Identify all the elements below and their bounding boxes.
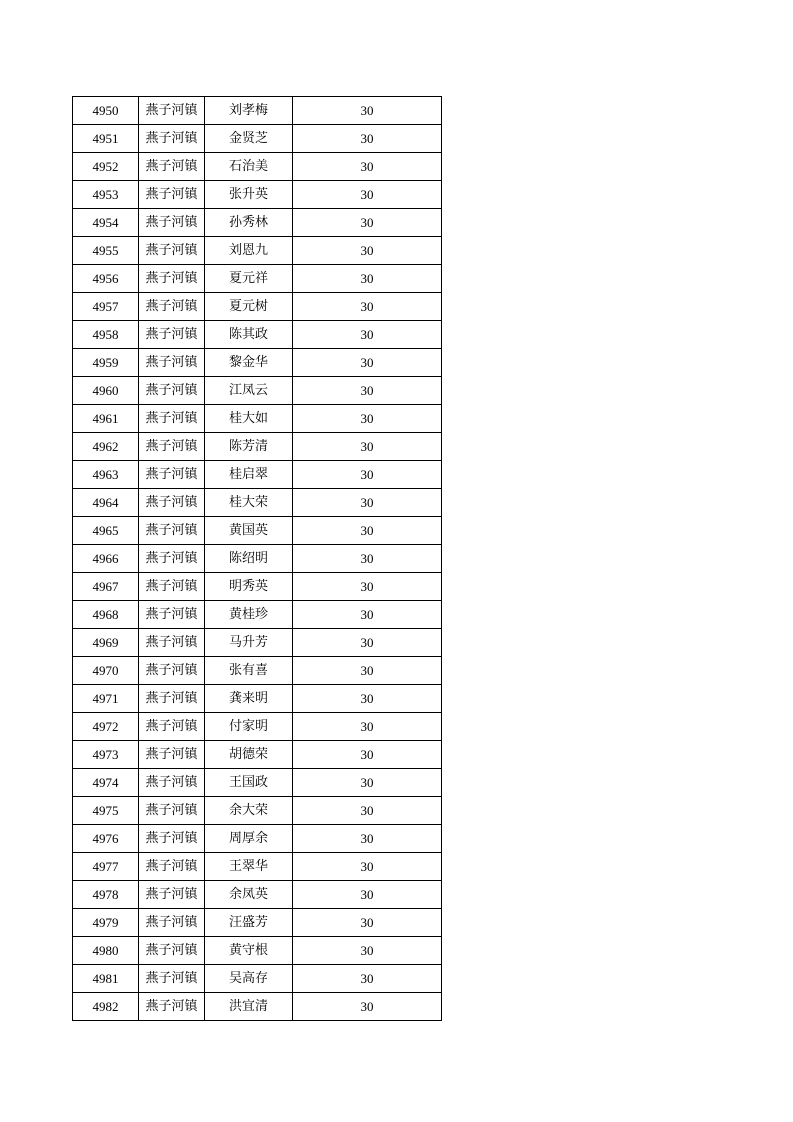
row-number-cell: 4973 bbox=[73, 741, 139, 769]
person-name-cell: 张有喜 bbox=[205, 657, 293, 685]
row-number-cell: 4963 bbox=[73, 461, 139, 489]
town-cell: 燕子河镇 bbox=[139, 489, 205, 517]
table-row bbox=[73, 545, 442, 573]
row-number-cell: 4968 bbox=[73, 601, 139, 629]
person-name-cell: 石治美 bbox=[205, 153, 293, 181]
town-cell: 燕子河镇 bbox=[139, 601, 205, 629]
town-cell: 燕子河镇 bbox=[139, 741, 205, 769]
table-row bbox=[73, 97, 442, 125]
table-row bbox=[73, 713, 442, 741]
person-name-cell: 陈其政 bbox=[205, 321, 293, 349]
person-name-cell: 张升英 bbox=[205, 181, 293, 209]
town-cell: 燕子河镇 bbox=[139, 349, 205, 377]
table-row bbox=[73, 741, 442, 769]
row-number-cell: 4953 bbox=[73, 181, 139, 209]
town-cell: 燕子河镇 bbox=[139, 573, 205, 601]
table-row bbox=[73, 657, 442, 685]
table-row bbox=[73, 125, 442, 153]
roster-table bbox=[72, 96, 442, 1021]
amount-cell: 30 bbox=[293, 489, 442, 517]
amount-cell: 30 bbox=[293, 293, 442, 321]
row-number-cell: 4951 bbox=[73, 125, 139, 153]
table-row bbox=[73, 909, 442, 937]
row-number-cell: 4962 bbox=[73, 433, 139, 461]
amount-cell: 30 bbox=[293, 909, 442, 937]
person-name-cell: 夏元祥 bbox=[205, 265, 293, 293]
row-number-cell: 4965 bbox=[73, 517, 139, 545]
person-name-cell: 陈绍明 bbox=[205, 545, 293, 573]
amount-cell: 30 bbox=[293, 461, 442, 489]
person-name-cell: 黄国英 bbox=[205, 517, 293, 545]
person-name-cell: 汪盛芳 bbox=[205, 909, 293, 937]
row-number-cell: 4972 bbox=[73, 713, 139, 741]
person-name-cell: 余凤英 bbox=[205, 881, 293, 909]
row-number-cell: 4969 bbox=[73, 629, 139, 657]
row-number-cell: 4975 bbox=[73, 797, 139, 825]
table-row bbox=[73, 629, 442, 657]
table-row bbox=[73, 181, 442, 209]
row-number-cell: 4976 bbox=[73, 825, 139, 853]
amount-cell: 30 bbox=[293, 97, 442, 125]
person-name-cell: 余大荣 bbox=[205, 797, 293, 825]
amount-cell: 30 bbox=[293, 405, 442, 433]
person-name-cell: 周厚余 bbox=[205, 825, 293, 853]
table-row bbox=[73, 573, 442, 601]
amount-cell: 30 bbox=[293, 321, 442, 349]
person-name-cell: 夏元树 bbox=[205, 293, 293, 321]
person-name-cell: 金贤芝 bbox=[205, 125, 293, 153]
table-row bbox=[73, 993, 442, 1021]
amount-cell: 30 bbox=[293, 713, 442, 741]
person-name-cell: 黎金华 bbox=[205, 349, 293, 377]
town-cell: 燕子河镇 bbox=[139, 769, 205, 797]
town-cell: 燕子河镇 bbox=[139, 629, 205, 657]
person-name-cell: 桂大如 bbox=[205, 405, 293, 433]
person-name-cell: 吴高存 bbox=[205, 965, 293, 993]
town-cell: 燕子河镇 bbox=[139, 97, 205, 125]
person-name-cell: 黄守根 bbox=[205, 937, 293, 965]
person-name-cell: 江凤云 bbox=[205, 377, 293, 405]
amount-cell: 30 bbox=[293, 237, 442, 265]
table-row bbox=[73, 517, 442, 545]
table-row bbox=[73, 433, 442, 461]
row-number-cell: 4981 bbox=[73, 965, 139, 993]
row-number-cell: 4954 bbox=[73, 209, 139, 237]
table-row bbox=[73, 489, 442, 517]
amount-cell: 30 bbox=[293, 769, 442, 797]
person-name-cell: 黄桂珍 bbox=[205, 601, 293, 629]
table-row bbox=[73, 685, 442, 713]
row-number-cell: 4982 bbox=[73, 993, 139, 1021]
table-row bbox=[73, 965, 442, 993]
amount-cell: 30 bbox=[293, 797, 442, 825]
row-number-cell: 4956 bbox=[73, 265, 139, 293]
amount-cell: 30 bbox=[293, 853, 442, 881]
table-row bbox=[73, 349, 442, 377]
row-number-cell: 4980 bbox=[73, 937, 139, 965]
amount-cell: 30 bbox=[293, 685, 442, 713]
amount-cell: 30 bbox=[293, 741, 442, 769]
row-number-cell: 4952 bbox=[73, 153, 139, 181]
person-name-cell: 马升芳 bbox=[205, 629, 293, 657]
table-row bbox=[73, 937, 442, 965]
person-name-cell: 付家明 bbox=[205, 713, 293, 741]
row-number-cell: 4964 bbox=[73, 489, 139, 517]
table-row bbox=[73, 825, 442, 853]
amount-cell: 30 bbox=[293, 601, 442, 629]
town-cell: 燕子河镇 bbox=[139, 153, 205, 181]
town-cell: 燕子河镇 bbox=[139, 125, 205, 153]
row-number-cell: 4977 bbox=[73, 853, 139, 881]
person-name-cell: 孙秀林 bbox=[205, 209, 293, 237]
roster-table-body bbox=[73, 97, 442, 1021]
town-cell: 燕子河镇 bbox=[139, 685, 205, 713]
person-name-cell: 洪宜清 bbox=[205, 993, 293, 1021]
town-cell: 燕子河镇 bbox=[139, 181, 205, 209]
town-cell: 燕子河镇 bbox=[139, 377, 205, 405]
table-row bbox=[73, 377, 442, 405]
town-cell: 燕子河镇 bbox=[139, 881, 205, 909]
row-number-cell: 4960 bbox=[73, 377, 139, 405]
amount-cell: 30 bbox=[293, 993, 442, 1021]
amount-cell: 30 bbox=[293, 125, 442, 153]
person-name-cell: 陈芳清 bbox=[205, 433, 293, 461]
amount-cell: 30 bbox=[293, 265, 442, 293]
table-row bbox=[73, 153, 442, 181]
person-name-cell: 刘恩九 bbox=[205, 237, 293, 265]
person-name-cell: 胡德荣 bbox=[205, 741, 293, 769]
town-cell: 燕子河镇 bbox=[139, 237, 205, 265]
town-cell: 燕子河镇 bbox=[139, 461, 205, 489]
row-number-cell: 4966 bbox=[73, 545, 139, 573]
town-cell: 燕子河镇 bbox=[139, 937, 205, 965]
town-cell: 燕子河镇 bbox=[139, 657, 205, 685]
amount-cell: 30 bbox=[293, 377, 442, 405]
town-cell: 燕子河镇 bbox=[139, 825, 205, 853]
town-cell: 燕子河镇 bbox=[139, 321, 205, 349]
row-number-cell: 4967 bbox=[73, 573, 139, 601]
table-row bbox=[73, 265, 442, 293]
amount-cell: 30 bbox=[293, 181, 442, 209]
table-row bbox=[73, 769, 442, 797]
row-number-cell: 4955 bbox=[73, 237, 139, 265]
table-row bbox=[73, 853, 442, 881]
row-number-cell: 4959 bbox=[73, 349, 139, 377]
table-row bbox=[73, 209, 442, 237]
town-cell: 燕子河镇 bbox=[139, 293, 205, 321]
person-name-cell: 龚来明 bbox=[205, 685, 293, 713]
town-cell: 燕子河镇 bbox=[139, 433, 205, 461]
table-row bbox=[73, 601, 442, 629]
amount-cell: 30 bbox=[293, 153, 442, 181]
person-name-cell: 王翠华 bbox=[205, 853, 293, 881]
town-cell: 燕子河镇 bbox=[139, 853, 205, 881]
amount-cell: 30 bbox=[293, 573, 442, 601]
amount-cell: 30 bbox=[293, 965, 442, 993]
amount-cell: 30 bbox=[293, 209, 442, 237]
town-cell: 燕子河镇 bbox=[139, 209, 205, 237]
row-number-cell: 4979 bbox=[73, 909, 139, 937]
amount-cell: 30 bbox=[293, 517, 442, 545]
table-row bbox=[73, 797, 442, 825]
person-name-cell: 明秀英 bbox=[205, 573, 293, 601]
table-row bbox=[73, 881, 442, 909]
table-row bbox=[73, 461, 442, 489]
amount-cell: 30 bbox=[293, 937, 442, 965]
town-cell: 燕子河镇 bbox=[139, 545, 205, 573]
row-number-cell: 4974 bbox=[73, 769, 139, 797]
town-cell: 燕子河镇 bbox=[139, 405, 205, 433]
amount-cell: 30 bbox=[293, 881, 442, 909]
row-number-cell: 4970 bbox=[73, 657, 139, 685]
row-number-cell: 4971 bbox=[73, 685, 139, 713]
amount-cell: 30 bbox=[293, 433, 442, 461]
amount-cell: 30 bbox=[293, 349, 442, 377]
town-cell: 燕子河镇 bbox=[139, 797, 205, 825]
row-number-cell: 4958 bbox=[73, 321, 139, 349]
town-cell: 燕子河镇 bbox=[139, 909, 205, 937]
person-name-cell: 王国政 bbox=[205, 769, 293, 797]
table-row bbox=[73, 405, 442, 433]
amount-cell: 30 bbox=[293, 545, 442, 573]
town-cell: 燕子河镇 bbox=[139, 265, 205, 293]
table-row bbox=[73, 321, 442, 349]
row-number-cell: 4978 bbox=[73, 881, 139, 909]
person-name-cell: 刘孝梅 bbox=[205, 97, 293, 125]
person-name-cell: 桂启翠 bbox=[205, 461, 293, 489]
town-cell: 燕子河镇 bbox=[139, 713, 205, 741]
row-number-cell: 4961 bbox=[73, 405, 139, 433]
town-cell: 燕子河镇 bbox=[139, 993, 205, 1021]
table-row bbox=[73, 237, 442, 265]
amount-cell: 30 bbox=[293, 629, 442, 657]
table-row bbox=[73, 293, 442, 321]
amount-cell: 30 bbox=[293, 657, 442, 685]
person-name-cell: 桂大荣 bbox=[205, 489, 293, 517]
row-number-cell: 4957 bbox=[73, 293, 139, 321]
town-cell: 燕子河镇 bbox=[139, 965, 205, 993]
row-number-cell: 4950 bbox=[73, 97, 139, 125]
town-cell: 燕子河镇 bbox=[139, 517, 205, 545]
amount-cell: 30 bbox=[293, 825, 442, 853]
